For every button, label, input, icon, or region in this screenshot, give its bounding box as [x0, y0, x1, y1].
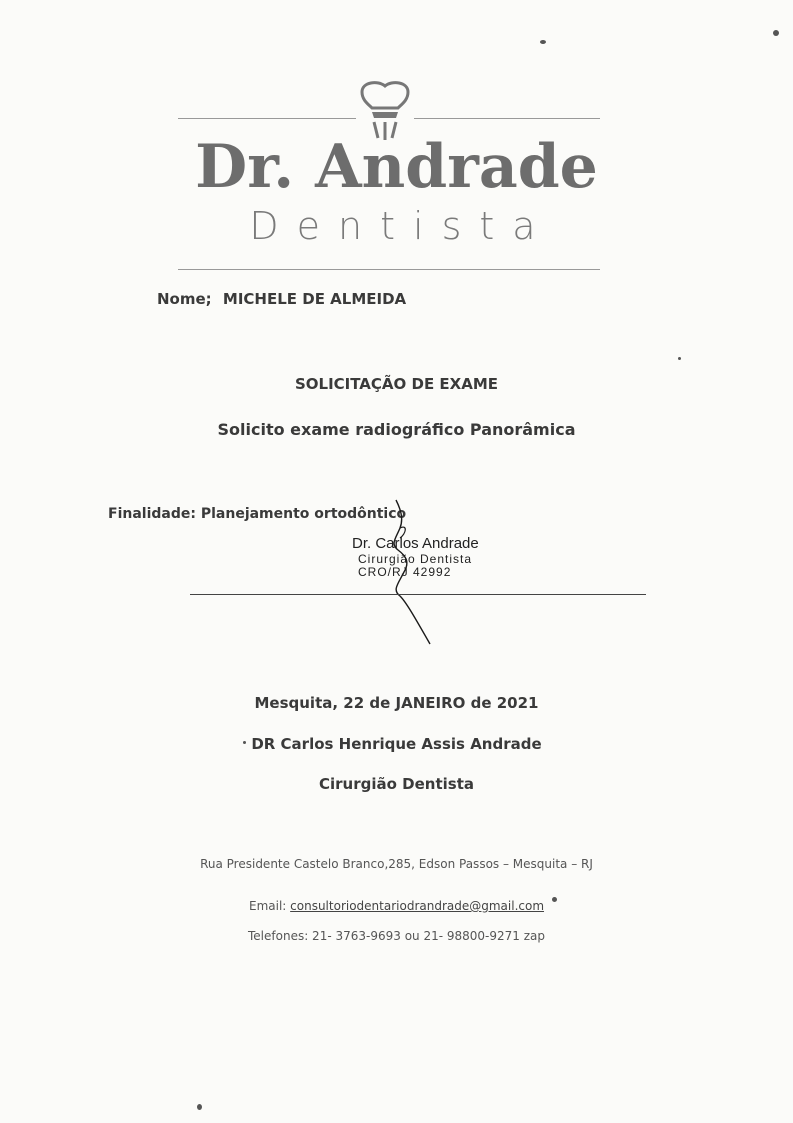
- patient-label: Nome;: [157, 290, 212, 308]
- scan-speck: [540, 40, 546, 44]
- scan-speck: [773, 30, 779, 36]
- scan-speck: [197, 1104, 202, 1110]
- logo-top-rule-right: [414, 118, 600, 119]
- footer-phones: Telefones: 21- 3763-9693 ou 21- 98800-9271 zap: [248, 929, 545, 943]
- email-link[interactable]: consultoriodentariodrandrade@gmail.com: [290, 899, 545, 913]
- patient-name: MICHELE DE ALMEIDA: [222, 290, 407, 308]
- doctor-name: DR Carlos Henrique Assis Andrade: [251, 735, 542, 753]
- exam-description: Solicito exame radiográfico Panorâmica: [217, 420, 576, 439]
- handwritten-signature: [370, 498, 450, 648]
- doctor-role: Cirurgião Dentista: [319, 775, 474, 793]
- request-heading: SOLICITAÇÃO DE EXAME: [294, 375, 499, 393]
- logo-subtitle: Dentista: [249, 204, 554, 248]
- logo-top-rule-left: [178, 118, 356, 119]
- purpose-label: Finalidade:: [108, 506, 196, 522]
- scan-speck: [243, 741, 246, 744]
- purpose-value: Planejamento ortodôntico: [200, 506, 407, 522]
- scan-speck: [678, 357, 681, 360]
- logo-bottom-rule: [178, 269, 600, 270]
- stamp-registration: CRO/RJ 42992: [358, 565, 452, 579]
- logo-title: Dr. Andrade: [195, 132, 598, 202]
- scan-speck: [552, 897, 557, 902]
- purpose-line: [108, 506, 406, 522]
- email-label: Email:: [248, 899, 287, 913]
- place-date: Mesquita, 22 de JANEIRO de 2021: [254, 694, 539, 712]
- footer-email-line: [0, 899, 793, 913]
- signature-line: [190, 594, 646, 595]
- patient-line: [157, 290, 406, 308]
- footer-address: Rua Presidente Castelo Branco,285, Edson Passos – Mesquita – RJ: [200, 857, 593, 871]
- stamp-title: Cirurgião Dentista: [358, 552, 473, 566]
- stamp-name: Dr. Carlos Andrade: [352, 535, 479, 552]
